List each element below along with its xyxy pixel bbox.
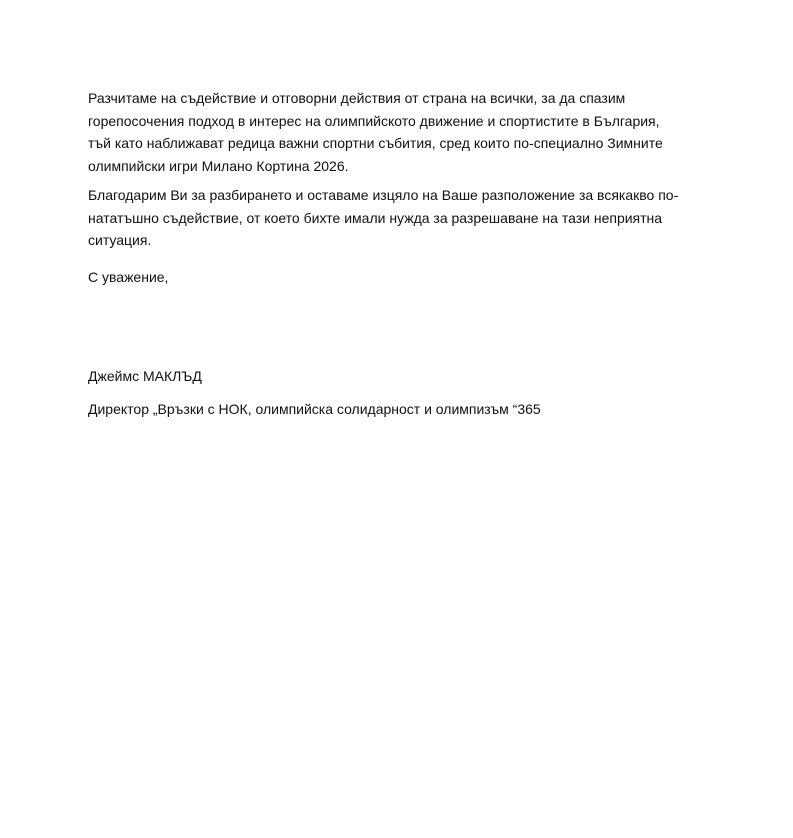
paragraph-line: нататъшно съдействие, от което бихте имали нужда за разрешаване на тази неприятна (88, 209, 663, 226)
closing-text: С уважение, (88, 269, 169, 285)
paragraph-line: Разчитаме на съдействие и отговорни действия от страна на всички, за да спазим (88, 90, 626, 106)
signatory-title (88, 398, 728, 421)
closing-salutation (88, 266, 728, 289)
paragraph-thanks (88, 184, 728, 252)
signatory-title-text: Директор „Връзки с НОК, олимпийска солидарност и олимпизъм “365 (88, 401, 541, 417)
signatory-name (88, 365, 728, 388)
paragraph-line: тъй като наближават редица важни спортни събития, сред които по-специално Зимните (88, 135, 663, 151)
paragraph-line: горепосочения подход в интерес на олимпийското движение и спортистите в България, (88, 112, 660, 129)
signatory-name-text: Джеймс МАКЛЪД (88, 368, 202, 384)
paragraph-line: олимпийски игри Милано Кортина 2026. (88, 157, 349, 174)
paragraph-line: ситуация. (88, 232, 152, 248)
paragraph-line: Благодарим Ви за разбирането и оставаме изцяло на Ваше разположение за всякакво по- (88, 187, 679, 203)
paragraph-cooperation-request (88, 87, 728, 177)
